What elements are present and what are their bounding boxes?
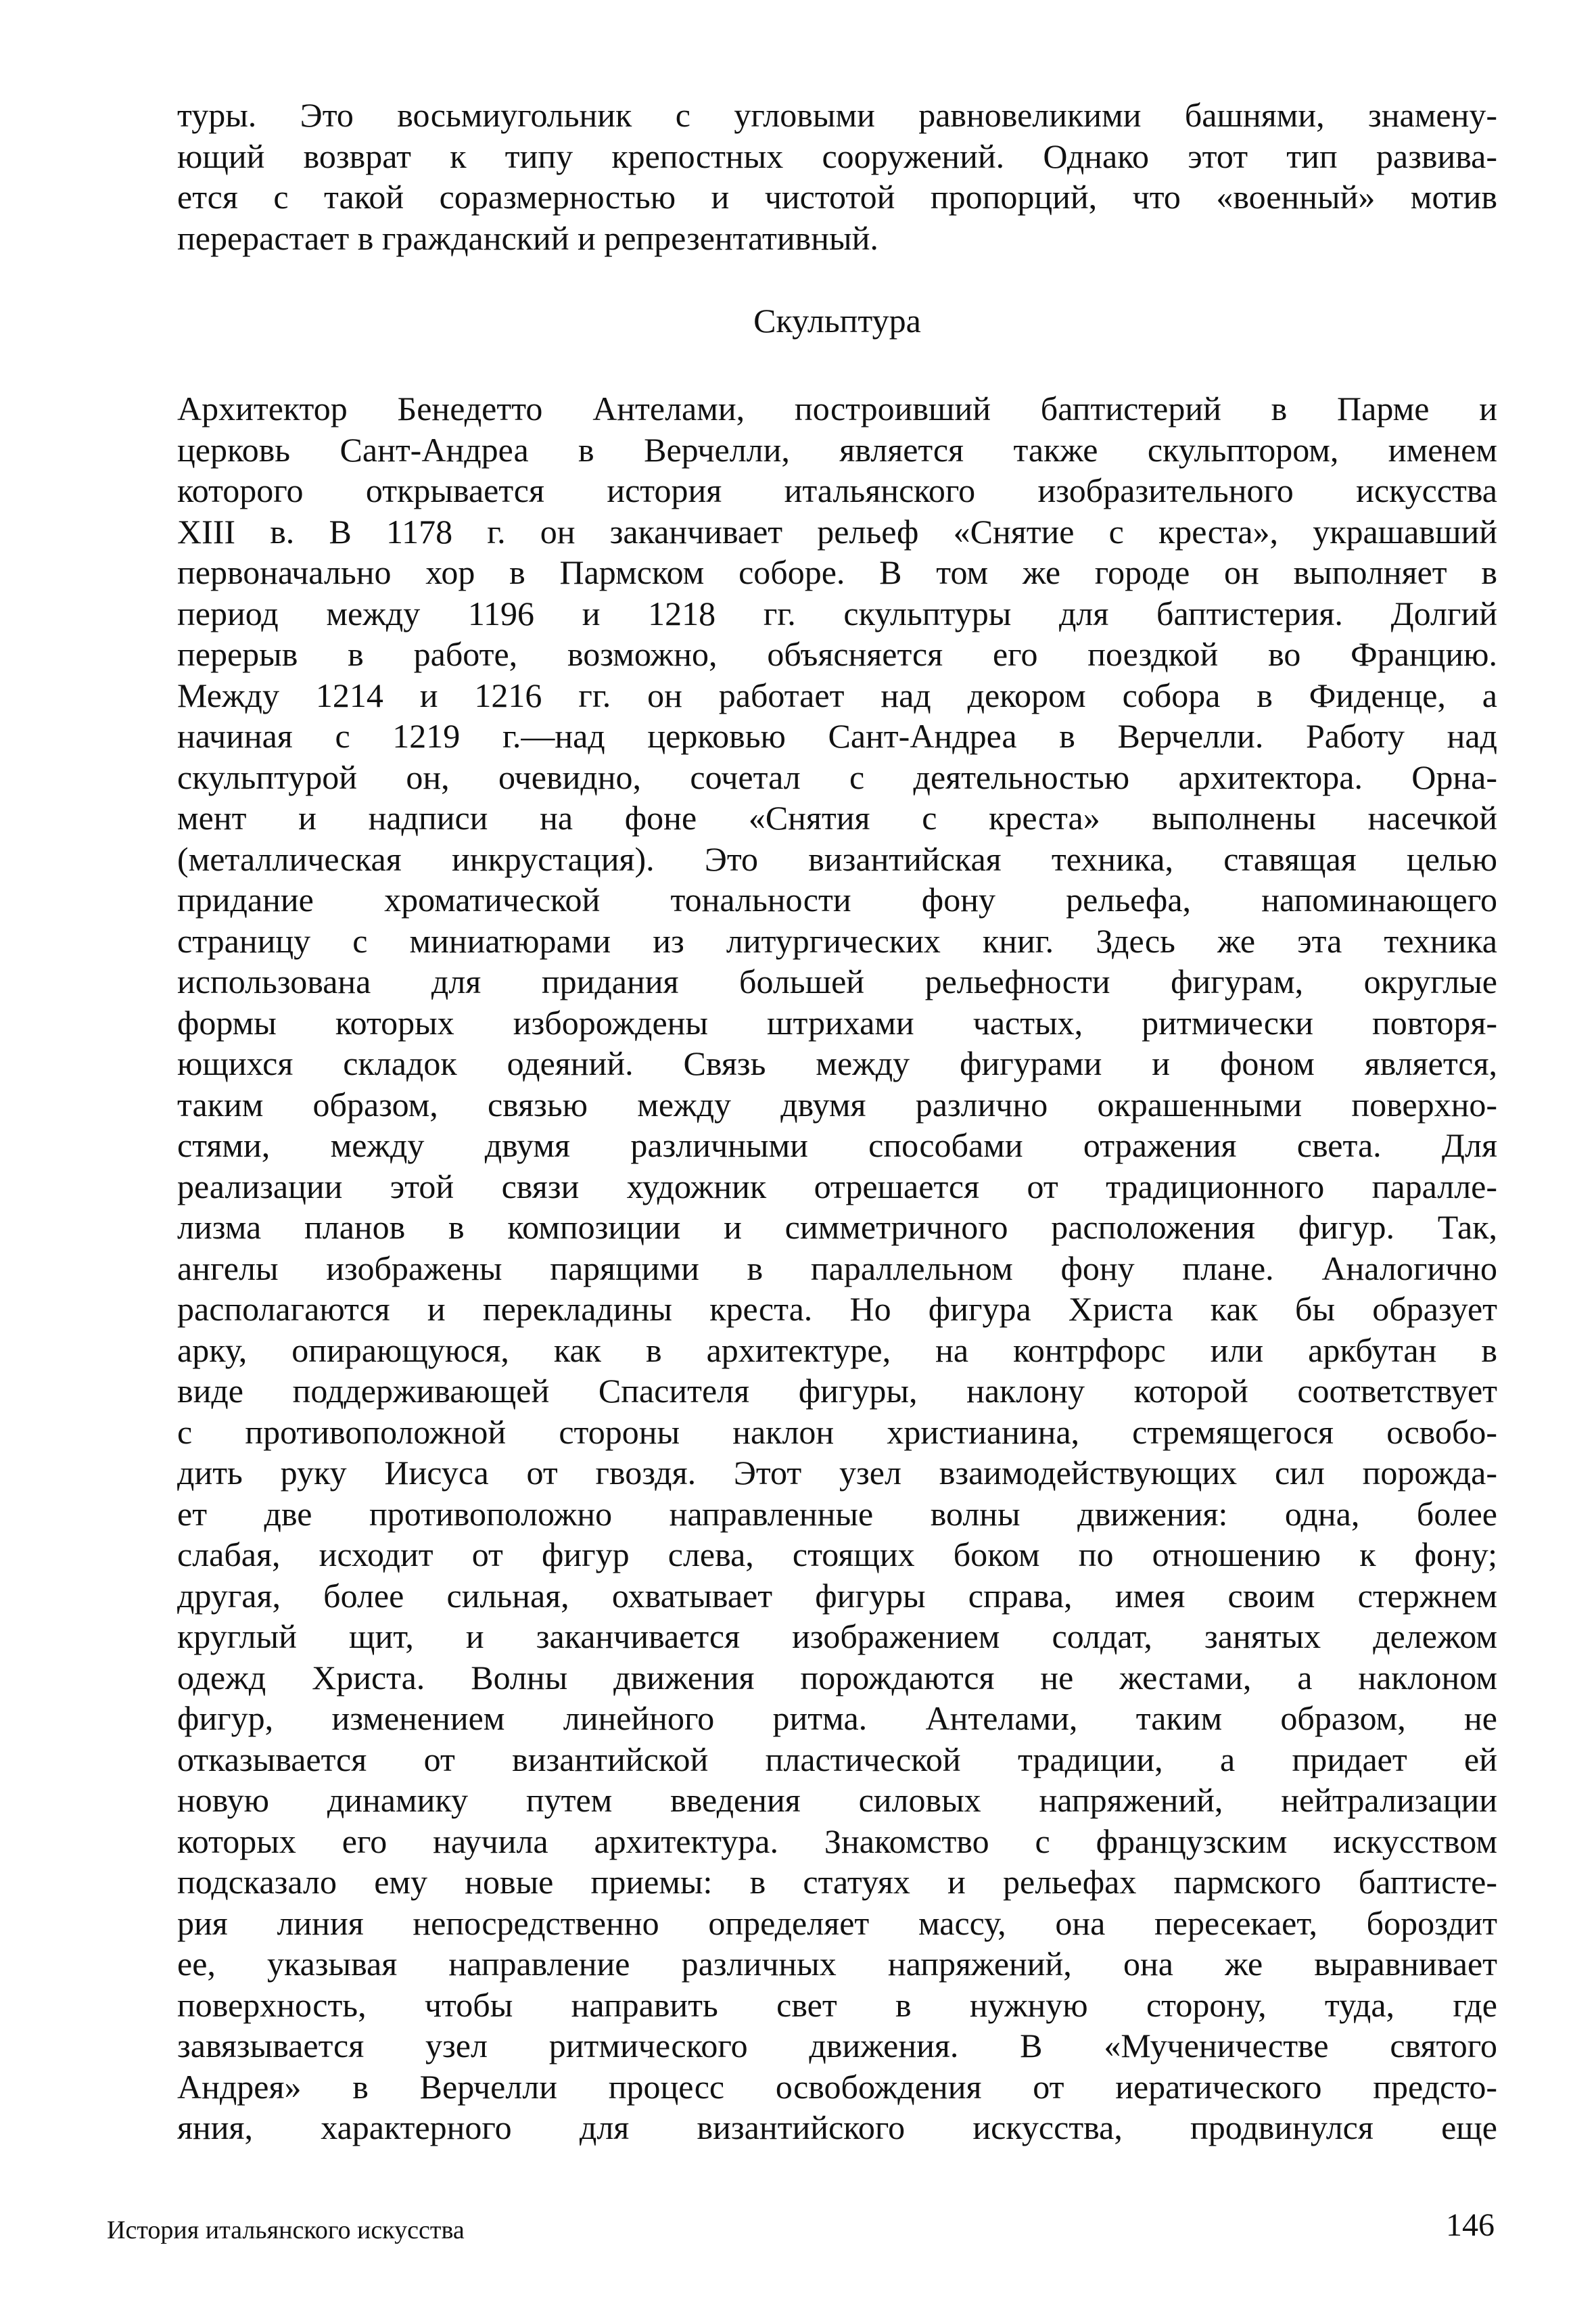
text-line: рия линия непосредственно определяет массу, она пересекает, бороздит [177,1903,1497,1942]
text-line: XIII в. В 1178 г. он заканчивает рельеф «Снятие с креста», украшавший [177,512,1497,551]
text-line: туры. Это восьмиугольник с угловыми равновеликими башнями, знамену- [177,96,1497,134]
text-line: ет две противоположно направленные волны движения: одна, более [177,1494,1497,1533]
text-line: Андрея» в Верчелли процесс освобождения от иератического предсто- [177,2067,1497,2106]
text-line: Архитектор Бенедетто Антелами, построивший баптистерий в Парме и [177,390,1497,428]
text-line: слабая, исходит от фигур слева, стоящих боком по отношению к фону; [177,1536,1497,1573]
running-title: История итальянского искусства [107,2216,465,2244]
main-paragraph [177,388,1497,2148]
text-line: отказывается от византийской пластической традиции, а придает ей [177,1740,1497,1778]
text-line: перерастает в гражданский и репрезентативный. [177,218,878,257]
text-line: придание хроматической тональности фону рельефа, напоминающего [177,881,1497,919]
text-line: завязывается узел ритмического движения. В «Мученичестве святого [177,2027,1497,2064]
page-number: 146 [1446,2207,1495,2243]
text-line: круглый щит, и заканчивается изображением солдат, занятых дележом [177,1617,1497,1655]
text-line: лизма планов в композиции и симметричного расположения фигур. Так, [177,1208,1497,1246]
intro-paragraph [177,95,1497,258]
text-line: которого открывается история итальянского изобразительного искусства [177,471,1497,509]
text-line: одежд Христа. Волны движения порождаются не жестами, а наклоном [177,1658,1497,1697]
page-body [177,95,1497,2148]
text-line: мент и надписи на фоне «Снятия с креста» выполнены насечкой [177,799,1497,837]
text-line: стями, между двумя различными способами отражения света. Для [177,1126,1497,1164]
text-line: перерыв в работе, возможно, объясняется его поездкой во Францию. [177,635,1497,673]
text-line: начиная с 1219 г.—над церковью Сант-Андреа в Верчелли. Работу над [177,717,1497,755]
text-line: Между 1214 и 1216 гг. он работает над декором собора в Фиденце, а [177,676,1497,714]
text-line: реализации этой связи художник отрешается от традиционного паралле- [177,1167,1497,1205]
text-line: виде поддерживающей Спасителя фигуры, наклону которой соответствует [177,1372,1497,1410]
text-line: фигур, изменением линейного ритма. Антелами, таким образом, не [177,1699,1497,1737]
text-line: с противоположной стороны наклон христианина, стремящегося освобо- [177,1412,1497,1451]
text-line: ющихся складок одеяний. Связь между фигурами и фоном является, [177,1044,1497,1082]
text-line: которых его научила архитектура. Знакомство с французским искусством [177,1822,1497,1860]
text-line: первоначально хор в Пармском соборе. В том же городе он выполняет в [177,553,1497,591]
text-line: другая, более сильная, охватывает фигуры справа, имея своим стержнем [177,1576,1497,1615]
text-line: страницу с миниатюрами из литургических книг. Здесь же эта техника [177,921,1497,960]
text-line: дить руку Иисуса от гвоздя. Этот узел взаимодействующих сил порожда- [177,1454,1497,1492]
text-line: ее, указывая направление различных напряжений, она же выравнивает [177,1945,1497,1983]
text-line: ющий возврат к типу крепостных сооружений. Однако этот тип развива- [177,137,1497,175]
text-line: (металлическая инкрустация). Это византийская техника, ставящая целью [177,839,1497,878]
section-heading: Скульптура [753,302,921,340]
text-line: таким образом, связью между двумя различно окрашенными поверхно- [177,1085,1497,1124]
text-line: арку, опирающуюся, как в архитектуре, на контрфорс или аркбутан в [177,1331,1497,1369]
text-line: формы которых изборождены штрихами частых, ритмически повторя- [177,1003,1497,1042]
text-line: скульптурой он, очевидно, сочетал с деятельностью архитектора. Орна- [177,758,1497,796]
text-line: использована для придания большей рельефности фигурам, округлые [177,963,1497,1000]
text-line: период между 1196 и 1218 гг. скульптуры для баптистерия. Долгий [177,594,1497,632]
text-line: располагаются и перекладины креста. Но фигура Христа как бы образует [177,1290,1497,1328]
text-line: подсказало ему новые приемы: в статуях и рельефах пармского баптисте- [177,1863,1497,1901]
page-footer [101,2207,1495,2247]
text-line: ангелы изображены парящими в параллельном фону плане. Аналогично [177,1249,1497,1287]
text-line: яния, характерного для византийского искусства, продвинулся еще [177,2108,1497,2146]
text-line: новую динамику путем введения силовых напряжений, нейтрализации [177,1781,1497,1819]
text-line: ется с такой соразмерностью и чистотой пропорций, что «военный» мотив [177,178,1497,216]
text-line: поверхность, чтобы направить свет в нужную сторону, туда, где [177,1985,1497,2024]
text-line: церковь Сант-Андреа в Верчелли, является также скульптором, именем [177,430,1497,469]
